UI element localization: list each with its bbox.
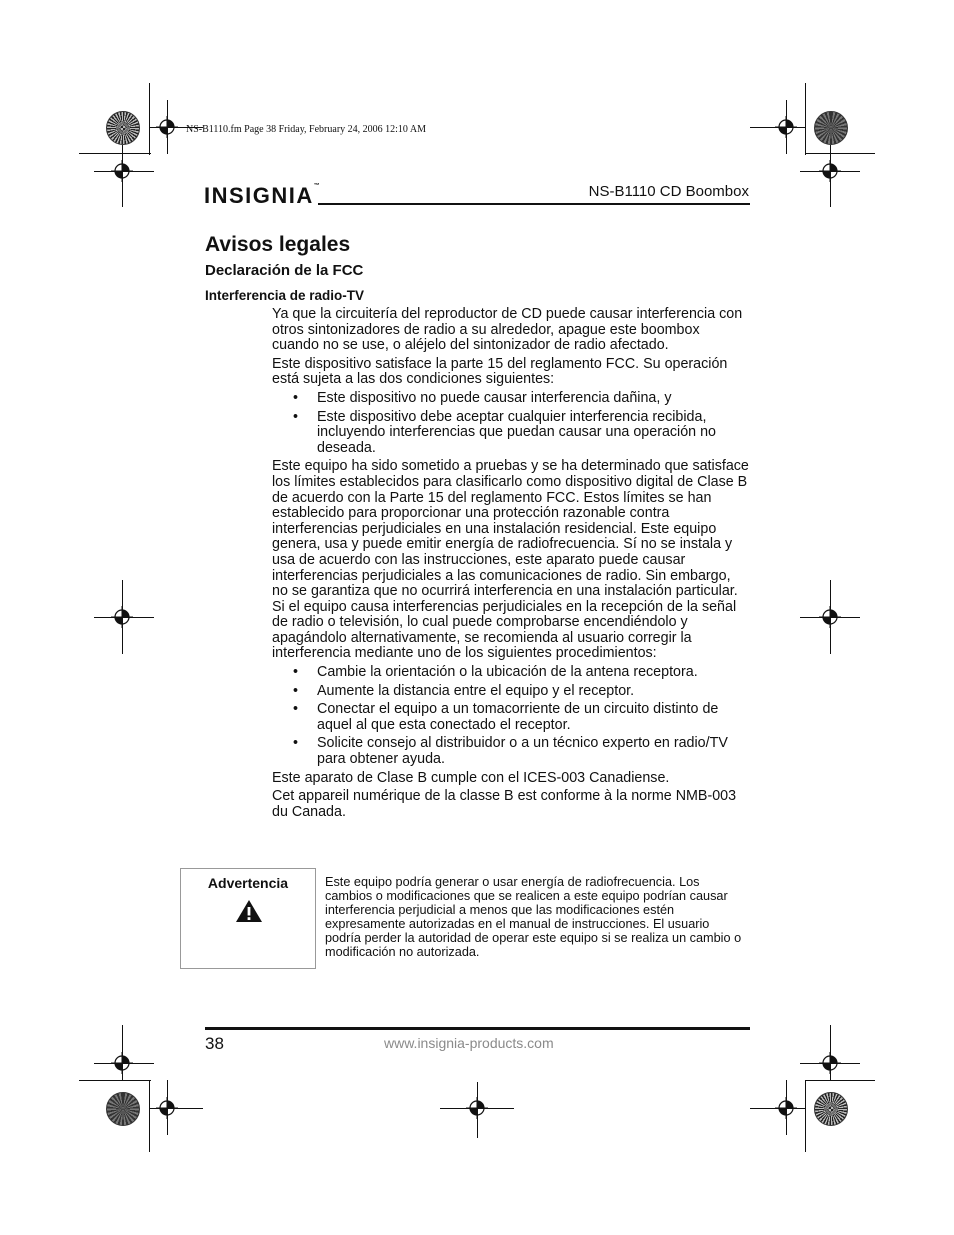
bullet: • xyxy=(293,408,299,425)
warning-triangle-icon xyxy=(235,899,263,923)
body-text xyxy=(272,307,750,823)
warning-text: Este equipo podría generar o usar energía de radiofrecuencia. Los cambios o modificaciones que se realicen a este equipo podrían causar interferencia perjudicial a menos que las modificaciones estén expresamente autorizadas en el manual de instrucciones. El usuario podría perder la autoridad de operar este equipo si se realiza un cambio o modificación no autorizada. xyxy=(325,875,742,959)
list-item xyxy=(272,391,750,407)
paragraph: Ya que la circuitería del reproductor de CD puede causar interferencia con otros sintonizadores de radio a su alrededor, apague este boombox cuando no se use, o aléjelo del sintonizador de radio afectado. xyxy=(272,306,743,354)
registration-mark-icon xyxy=(111,606,133,628)
list-item xyxy=(272,684,750,700)
bullet: • xyxy=(293,389,299,406)
page-number: 38 xyxy=(205,1034,224,1053)
registration-mark-icon xyxy=(156,1097,178,1119)
list-item xyxy=(272,702,750,733)
color-rosette-icon xyxy=(814,111,848,145)
logo-trademark: ™ xyxy=(313,183,322,189)
bullet: • xyxy=(293,701,299,718)
list-item-text: Conectar el equipo a un tomacorriente de un circuito distinto de aquel al que esta conectado el receptor. xyxy=(317,701,719,733)
color-rosette-icon xyxy=(814,1092,848,1126)
registration-mark-icon xyxy=(111,1052,133,1074)
color-rosette-icon xyxy=(106,111,140,145)
page-title: Avisos legales xyxy=(205,233,351,256)
file-info: NS-B1110.fm Page 38 Friday, February 24, 2006 12:10 AM xyxy=(186,124,426,135)
paragraph: Este equipo ha sido sometido a pruebas y se ha determinado que satisface los límites establecidos para clasificarlo como dispositivo digital de Clase B de acuerdo con la Parte 15 del reglamento FCC. Estos límites se han establecido para proporcionar una protección razonable contra interferencias perjudiciales en una instalación residencial. Este equipo genera, usa y puede emitir energía de radiofrecuencia. Sí no se instala y usa de acuerdo con las instrucciones, este aparato puede causar interferencias perjudiciales a las comunicaciones de radio. Sin embargo, no se garantiza que no ocurrirá interferencia en una instalación particular. Si el equipo causa interferencias perjudiciales en la recepción de la señal de radio o televisión, lo cual puede comprobarse encendiéndolo y apagándolo alternativamente, se recomienda al usuario corregir la interferencia mediante uno de los siguientes procedimientos: xyxy=(272,458,749,662)
footer-rule xyxy=(205,1027,750,1030)
list-item xyxy=(272,736,750,767)
list-item xyxy=(272,665,750,681)
bullet: • xyxy=(293,682,299,699)
list-item-text: Aumente la distancia entre el equipo y el receptor. xyxy=(317,682,635,699)
paragraph: Este aparato de Clase B cumple con el ICES-003 Canadiense. xyxy=(272,769,670,786)
warning-box xyxy=(180,868,316,969)
subsection-heading: Interferencia de radio-TV xyxy=(205,288,365,303)
logo-text: INSIGNIA xyxy=(204,183,314,208)
list-item-text: Este dispositivo debe aceptar cualquier interferencia recibida, incluyendo interferencias que puedan causar una operación no deseada. xyxy=(317,408,717,456)
registration-mark-icon xyxy=(156,116,178,138)
registration-mark-icon xyxy=(819,1052,841,1074)
registration-mark-icon xyxy=(775,1097,797,1119)
footer-url: www.insignia-products.com xyxy=(384,1035,554,1051)
list-item-text: Este dispositivo no puede causar interferencia dañina, y xyxy=(317,389,672,406)
color-rosette-icon xyxy=(106,1092,140,1126)
procedures-list xyxy=(272,665,750,768)
registration-mark-icon xyxy=(111,160,133,182)
product-name: NS-B1110 CD Boombox xyxy=(588,183,749,200)
section-heading: Declaración de la FCC xyxy=(205,262,364,279)
paragraph: Este dispositivo satisface la parte 15 del reglamento FCC. Su operación está sujeta a las dos condiciones siguientes: xyxy=(272,355,728,388)
conditions-list xyxy=(272,391,750,456)
header-rule xyxy=(318,203,750,205)
bullet: • xyxy=(293,664,299,681)
list-item xyxy=(272,410,750,457)
registration-mark-icon xyxy=(466,1097,488,1119)
paragraph: Cet appareil numérique de la classe B est conforme à la norme NMB-003 du Canada. xyxy=(272,788,737,820)
insignia-logo xyxy=(204,183,321,209)
list-item-text: Cambie la orientación o la ubicación de la antena receptora. xyxy=(317,664,698,681)
warning-title: Advertencia xyxy=(207,875,289,891)
registration-mark-icon xyxy=(775,116,797,138)
registration-mark-icon xyxy=(819,160,841,182)
registration-mark-icon xyxy=(819,606,841,628)
bullet: • xyxy=(293,735,299,752)
list-item-text: Solicite consejo al distribuidor o a un técnico experto en radio/TV para obtener ayuda. xyxy=(317,735,728,768)
